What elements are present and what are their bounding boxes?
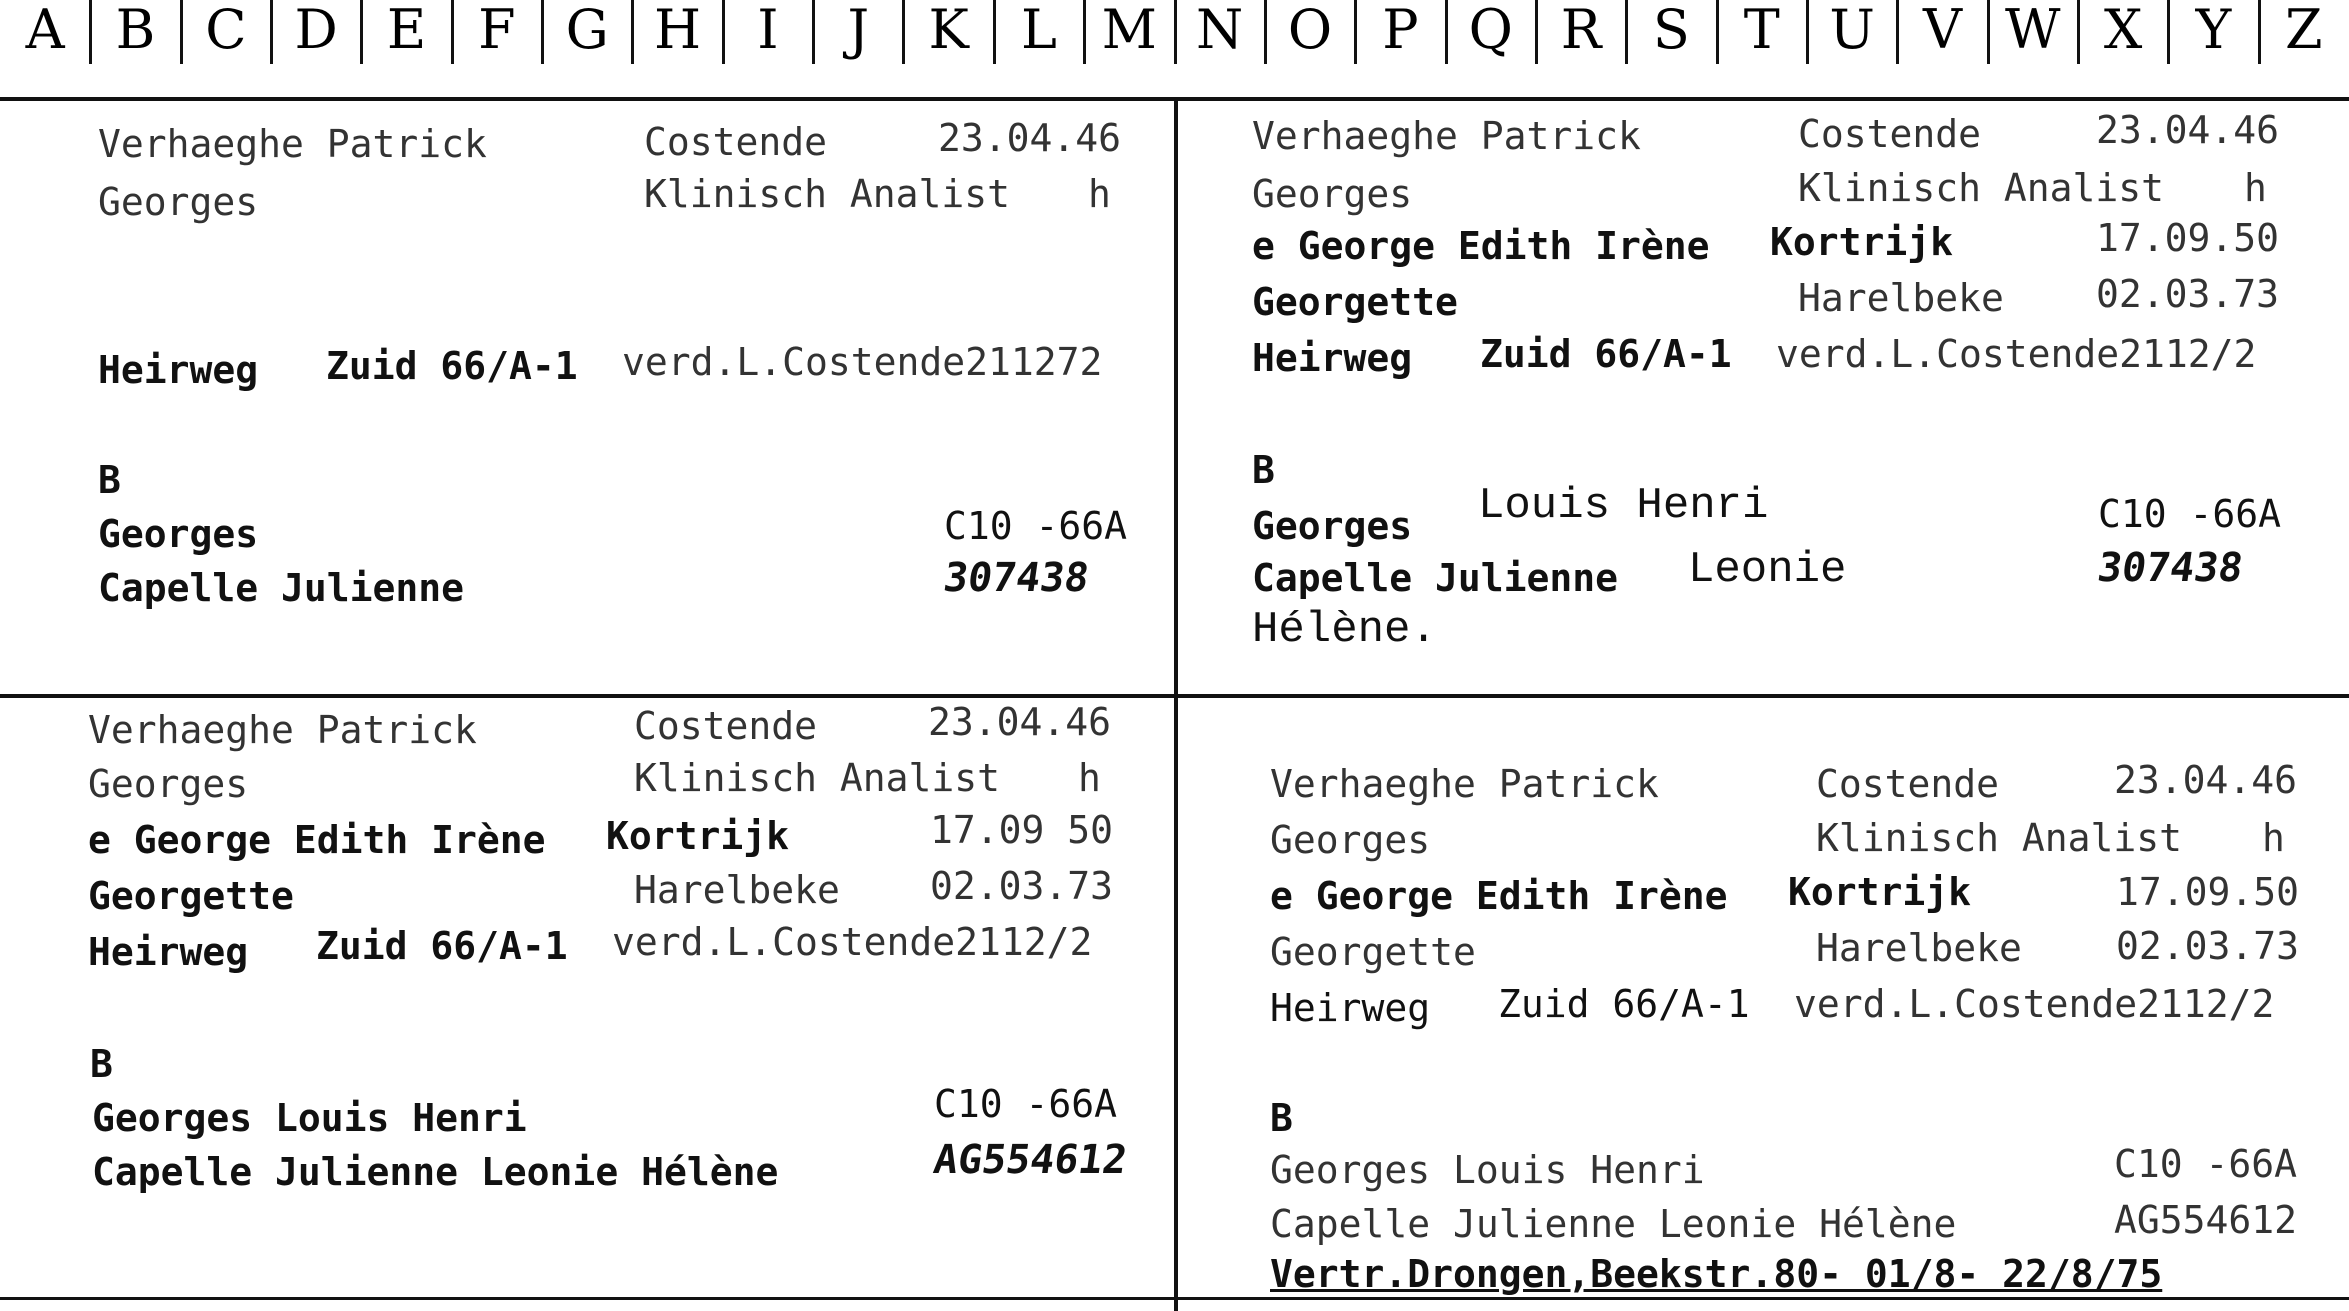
mother-extra-name-2: Hélène. [1252, 605, 1437, 655]
street: Heirweg [88, 930, 249, 974]
alphabet-letter: B [115, 0, 156, 61]
given-name-2: Georges [98, 180, 259, 224]
register-number: AG554612 [930, 1137, 1130, 1183]
alphabet-letter: U [1829, 0, 1875, 61]
address: Zuid 66/A-1 [1480, 332, 1732, 376]
spouse-name: e George Edith Irène [1252, 224, 1710, 268]
mother-name: Capelle Julienne Leonie Hélène [1270, 1202, 1957, 1246]
alphabet-letter: S [1652, 0, 1690, 61]
birth-date: 23.04.46 [2114, 758, 2298, 802]
alphabet-letter: X [2103, 0, 2143, 61]
address: Zuid 66/A-1 [1498, 982, 1750, 1026]
spouse-name-2: Georgette [1252, 280, 1458, 324]
sex: h [1078, 756, 1101, 800]
record-card-top-right [1178, 100, 2349, 694]
father-name: Georges [98, 512, 259, 556]
spouse-birth-place: Kortrijk [606, 814, 790, 858]
alphabet-letter: P [1382, 0, 1419, 61]
birth-date: 23.04.46 [2096, 108, 2280, 152]
surname-given: Verhaeghe Patrick [1270, 762, 1659, 806]
profession: Klinisch Analist [1798, 166, 2165, 210]
alphabet-letter: Q [1468, 0, 1513, 61]
sex: h [1088, 172, 1111, 216]
marriage-place: Harelbeke [1798, 276, 2004, 320]
surname-given: Verhaeghe Patrick [98, 122, 487, 166]
marriage-place: Harelbeke [634, 868, 840, 912]
father-name: Georges Louis Henri [1270, 1148, 1705, 1192]
father-extra-names: Louis Henri [1478, 481, 1769, 531]
alphabet-letter: H [654, 0, 702, 61]
spouse-birth-place: Kortrijk [1770, 220, 1954, 264]
surname-given: Verhaeghe Patrick [88, 708, 477, 752]
marriage-date: 02.03.73 [930, 864, 1114, 908]
birth-place: Costende [634, 704, 818, 748]
alphabet-letter: G [565, 0, 609, 61]
father-name: Georges [1252, 504, 1413, 548]
mother-extra-name: Leonie [1688, 545, 1847, 595]
profession: Klinisch Analist [644, 172, 1011, 216]
register-code: C10 -66A [2114, 1142, 2298, 1186]
spouse-birth-date: 17.09.50 [2096, 216, 2280, 260]
alphabet-letter: J [847, 0, 870, 61]
bottom-rule [0, 1297, 2349, 1300]
alphabet-letter: M [1101, 0, 1157, 61]
marriage-date: 02.03.73 [2116, 924, 2300, 968]
sex: h [2244, 166, 2267, 210]
alphabet-letter: K [928, 0, 969, 61]
alphabet-index-bar [0, 0, 2349, 98]
mother-name: Capelle Julienne Leonie Hélène [92, 1150, 779, 1194]
register-number: 307438 [2094, 545, 2246, 591]
birth-place: Costende [1816, 762, 2000, 806]
alphabet-letter: W [2005, 0, 2061, 61]
alphabet-letter: F [478, 0, 516, 61]
birth-place: Costende [644, 120, 828, 164]
birth-date: 23.04.46 [928, 700, 1112, 744]
sex: h [2262, 816, 2285, 860]
street: Heirweg [1252, 336, 1413, 380]
alphabet-letter: I [757, 0, 779, 61]
record-card-top-left [0, 100, 1174, 694]
alphabet-letter: E [386, 0, 427, 61]
spouse-birth-place: Kortrijk [1788, 870, 1972, 914]
alphabet-letter: N [1196, 0, 1244, 61]
given-name-2: Georges [1252, 172, 1413, 216]
spouse-name-2: Georgette [88, 874, 294, 918]
given-name-2: Georges [1270, 818, 1431, 862]
street: Heirweg [98, 348, 259, 392]
address: Zuid 66/A-1 [316, 924, 568, 968]
mother-name: Capelle Julienne [1252, 556, 1619, 600]
nationality: B [98, 458, 121, 502]
birth-date: 23.04.46 [938, 116, 1122, 160]
given-name-2: Georges [88, 762, 249, 806]
alphabet-letter: T [1743, 0, 1780, 61]
marriage-place: Harelbeke [1816, 926, 2022, 970]
profession: Klinisch Analist [1816, 816, 2183, 860]
register-code: C10 -66A [944, 504, 1128, 548]
surname-given: Verhaeghe Patrick [1252, 114, 1641, 158]
birth-place: Costende [1798, 112, 1982, 156]
alphabet-letter: C [205, 0, 247, 61]
alphabet-letter: Y [2195, 0, 2232, 61]
spouse-name-2: Georgette [1270, 930, 1476, 974]
alphabet-letter: Z [2285, 0, 2323, 61]
address: Zuid 66/A-1 [326, 344, 578, 388]
alphabet-letter: A [25, 0, 65, 61]
move-note: verd.L.Costende2112/2 [1794, 982, 2275, 1026]
register-number: 307438 [940, 555, 1092, 601]
father-name: Georges Louis Henri [92, 1096, 527, 1140]
register-code: C10 -66A [934, 1082, 1118, 1126]
nationality: B [1270, 1096, 1293, 1140]
spouse-name: e George Edith Irène [88, 818, 546, 862]
mother-name: Capelle Julienne [98, 566, 465, 610]
spouse-birth-date: 17.09.50 [2116, 870, 2300, 914]
alphabet-letter: O [1287, 0, 1333, 61]
spouse-name: e George Edith Irène [1270, 874, 1728, 918]
move-note: verd.L.Costende211272 [622, 340, 1103, 384]
profession: Klinisch Analist [634, 756, 1001, 800]
nationality: B [90, 1042, 113, 1086]
street: Heirweg [1270, 986, 1431, 1030]
handwritten-note: Vertr.Drongen,Beekstr.80- 01/8- 22/8/75 [1270, 1252, 2163, 1296]
register-code: C10 -66A [2098, 492, 2282, 536]
move-note: verd.L.Costende2112/2 [1776, 332, 2257, 376]
record-card-bottom-right [1178, 698, 2349, 1297]
register-number: AG554612 [2114, 1198, 2298, 1242]
record-card-bottom-left [0, 698, 1174, 1297]
alphabet-letter: D [294, 0, 338, 61]
alphabet-letter: V [1922, 0, 1962, 61]
nationality: B [1252, 448, 1275, 492]
alphabet-letter: L [1021, 0, 1057, 61]
spouse-birth-date: 17.09 50 [930, 808, 1114, 852]
marriage-date: 02.03.73 [2096, 272, 2280, 316]
alphabet-letter: R [1560, 0, 1602, 61]
move-note: verd.L.Costende2112/2 [612, 920, 1093, 964]
